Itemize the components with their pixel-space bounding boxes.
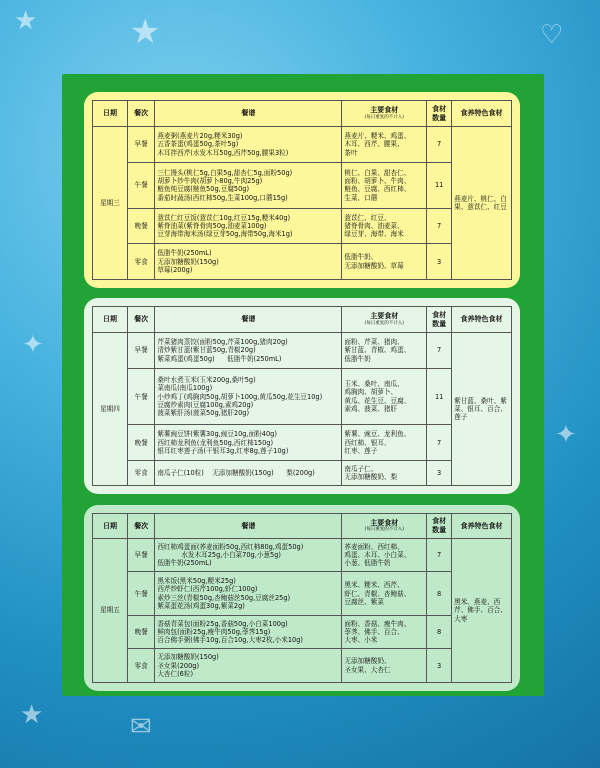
ingredient-cell: 无添加糖酸奶、 圣女果、大杏仁	[342, 649, 427, 683]
header-ingredients: 主要食材 (每日重复的不计入)	[342, 307, 427, 333]
meal-label: 早餐	[127, 538, 154, 572]
count-cell: 3	[427, 244, 452, 280]
count-cell: 11	[427, 368, 452, 425]
ingredient-cell: 燕麦片、粳米、鸡蛋、 木耳、西芹、腰果、 茶叶	[342, 127, 427, 163]
dish-cell: 紫薯豌豆饼(紫薯30g,豌豆10g,面粉40g) 西红柿龙利鱼(龙利鱼50g,西红柿150g) 银耳红枣莲子汤(干银耳3g,红枣8g,莲子10g)	[155, 425, 342, 461]
dish-cell: 三仁馒头(桃仁5g,白果5g,甜杏仁5g,面粉50g) 胡萝卜炒牛肉(胡萝卜80g,牛肉25g) 鲢鱼炖豆腐(鲢鱼50g,豆腐50g) 番茄时蔬汤(西红柿50g,生菜100g,口蘑15g)	[155, 162, 342, 208]
ingredient-cell: 面粉、芹菜、猪肉、 紫甘蓝、青椒、鸡蛋、 低脂牛奶	[342, 333, 427, 369]
header-ingredients: 主要食材 (每日重复的不计入)	[342, 101, 427, 127]
table-row	[93, 538, 512, 572]
header-date: 日期	[93, 307, 128, 333]
header-dish: 餐谱	[155, 307, 342, 333]
ingredient-cell: 南瓜子仁、 无添加糖酸奶、梨	[342, 461, 427, 486]
count-cell: 8	[427, 572, 452, 616]
menu-table	[92, 513, 512, 683]
meal-label: 午餐	[127, 368, 154, 425]
menu-table	[92, 100, 512, 280]
ingredient-cell: 荞麦面粉、西红柿、 鸡蛋、木耳、小白菜、 小葱、低脂牛奶	[342, 538, 427, 572]
dish-cell: 南瓜子仁(10粒) 无添加糖酸奶(150g) 梨(200g)	[155, 461, 342, 486]
heart-icon: ♡	[540, 20, 564, 50]
header-date: 日期	[93, 101, 128, 127]
dish-cell: 桑叶水煮玉米(玉米200g,桑叶5g) 菜南瓜(南瓜100g) 小炒鸡丁(鸡胸肉50g,胡萝卜100g,黄瓜50g,花生豆10g) 豆腐炒素肉(豆腐100g,素鸡20g) 菠菜紫肝汤(菠菜50g,猪肝20g)	[155, 368, 342, 425]
header-dish: 餐谱	[155, 101, 342, 127]
header-feature: 食养特色食材	[452, 307, 512, 333]
table-header-row	[93, 101, 512, 127]
table-row	[93, 244, 512, 280]
count-cell: 7	[427, 208, 452, 244]
dish-cell: 无添加糖酸奶(150g) 圣女果(200g) 大杏仁(6粒)	[155, 649, 342, 683]
meal-label: 零食	[127, 461, 154, 486]
count-cell: 7	[427, 127, 452, 163]
header-feature: 食养特色食材	[452, 101, 512, 127]
count-cell: 7	[427, 425, 452, 461]
meal-label: 早餐	[127, 333, 154, 369]
header-count: 食材数量	[427, 101, 452, 127]
table-row	[93, 333, 512, 369]
header-count: 食材数量	[427, 514, 452, 539]
meal-label: 晚餐	[127, 615, 154, 649]
star-icon: ★	[20, 700, 44, 730]
star-icon: ✦	[22, 330, 44, 360]
dish-cell: 芹菜猪肉蒸饺(面粉50g,芹菜100g,猪肉20g) 清炒紫甘蓝(紫甘蓝50g,青椒20g) 紫菜鸡蛋(鸡蛋50g) 低脂牛奶(250mL)	[155, 333, 342, 369]
feature-cell: 紫甘蓝、桑叶、紫菜、银耳、百合、莲子	[452, 333, 512, 486]
menu-panel-thursday	[84, 298, 520, 494]
header-count: 食材数量	[427, 307, 452, 333]
table-row	[93, 649, 512, 683]
dish-cell: 薏苡仁红豆饭(薏苡仁10g,红豆15g,粳米40g) 紫脊油菜(紫脊骨肉50g,油麦菜100g) 豆芽海带海米汤(绿豆芽50g,海带50g,海米1g)	[155, 208, 342, 244]
dish-cell: 香菇青菜包(面粉25g,香菇50g,小白菜100g) 鲜肉包(面粉25g,瘦牛肉50g,荸荠15g) 百合佛手粥(佛手10g,百合10g,大枣2枚,小米10g)	[155, 615, 342, 649]
ingredient-cell: 紫薯、豌豆、龙利鱼、 西红柿、银耳、 红枣、莲子	[342, 425, 427, 461]
header-ingredients: 主要食材 (每日重复的不计入)	[342, 514, 427, 539]
header-dish: 餐谱	[155, 514, 342, 539]
table-row	[93, 368, 512, 425]
ingredient-cell: 黑米、粳米、西芹、 虾仁、青椒、杏鲍菇、 豆腐丝、紫菜	[342, 572, 427, 616]
star-icon: ★	[14, 6, 38, 36]
meal-label: 零食	[127, 649, 154, 683]
table-row	[93, 127, 512, 163]
menu-panel-wednesday	[84, 92, 520, 288]
table-row	[93, 425, 512, 461]
day-label: 星期三	[93, 127, 128, 280]
day-label: 星期五	[93, 538, 128, 682]
header-date: 日期	[93, 514, 128, 539]
table-row	[93, 572, 512, 616]
menu-panel-friday	[84, 505, 520, 691]
meal-label: 晚餐	[127, 208, 154, 244]
ingredient-cell: 玉米、桑叶、南瓜、 鸡胸肉、胡萝卜、 黄瓜、花生豆、豆腐、 素鸡、菠菜、猪肝	[342, 368, 427, 425]
header-meal: 餐次	[127, 101, 154, 127]
meal-label: 午餐	[127, 572, 154, 616]
table-row	[93, 162, 512, 208]
meal-label: 午餐	[127, 162, 154, 208]
menu-table	[92, 306, 512, 486]
count-cell: 7	[427, 538, 452, 572]
star-icon: ★	[130, 12, 161, 52]
dish-cell: 黑米饭(黑米50g,粳米25g) 西芹炒虾仁(西芹100g,虾仁100g) 素炒三丝(青椒50g,杏鲍菇丝50g,豆腐丝25g) 紫菜蛋花汤(鸡蛋30g,紫菜2g)	[155, 572, 342, 616]
meal-label: 晚餐	[127, 425, 154, 461]
count-cell: 3	[427, 461, 452, 486]
dish-cell: 燕麦粥(燕麦片20g,粳米30g) 五香茶蛋(鸡蛋50g,茶叶5g) 木耳拌西芹(水发木耳50g,西芹50g,腰果3粒)	[155, 127, 342, 163]
meal-label: 零食	[127, 244, 154, 280]
dish-cell: 低脂牛奶(250mL) 无添加糖酸奶(150g) 草莓(200g)	[155, 244, 342, 280]
envelope-icon: ✉	[130, 712, 152, 742]
count-cell: 7	[427, 333, 452, 369]
dish-cell: 西红柿鸡蛋面(荞麦面粉50g,西红柿80g,鸡蛋50g) 水发木耳25g,小白菜70g,小葱5g) 低脂牛奶(250mL)	[155, 538, 342, 572]
table-header-row	[93, 307, 512, 333]
ingredient-cell: 面粉、香菇、瘦牛肉、 荸荠、佛手、百合、 大枣、小米	[342, 615, 427, 649]
count-cell: 8	[427, 615, 452, 649]
header-meal: 餐次	[127, 514, 154, 539]
ingredient-cell: 桃仁、白果、甜杏仁、 面粉、胡萝卜、牛肉、 鲢鱼、豆腐、西红柿、 生菜、口蘑	[342, 162, 427, 208]
count-cell: 11	[427, 162, 452, 208]
header-meal: 餐次	[127, 307, 154, 333]
table-header-row	[93, 514, 512, 539]
star-icon: ✦	[555, 420, 577, 450]
count-cell: 3	[427, 649, 452, 683]
table-row	[93, 461, 512, 486]
header-feature: 食养特色食材	[452, 514, 512, 539]
table-row	[93, 615, 512, 649]
ingredient-cell: 低脂牛奶、 无添加糖酸奶、草莓	[342, 244, 427, 280]
feature-cell: 黑米、燕麦、西芹、佛手、百合、大枣	[452, 538, 512, 682]
meal-label: 早餐	[127, 127, 154, 163]
table-row	[93, 208, 512, 244]
feature-cell: 燕麦片、桃仁、白果、薏苡仁、红豆	[452, 127, 512, 280]
ingredient-cell: 薏苡仁、红豆、 猪脊骨肉、油麦菜、 绿豆芽、海带、海米	[342, 208, 427, 244]
day-label: 星期四	[93, 333, 128, 486]
